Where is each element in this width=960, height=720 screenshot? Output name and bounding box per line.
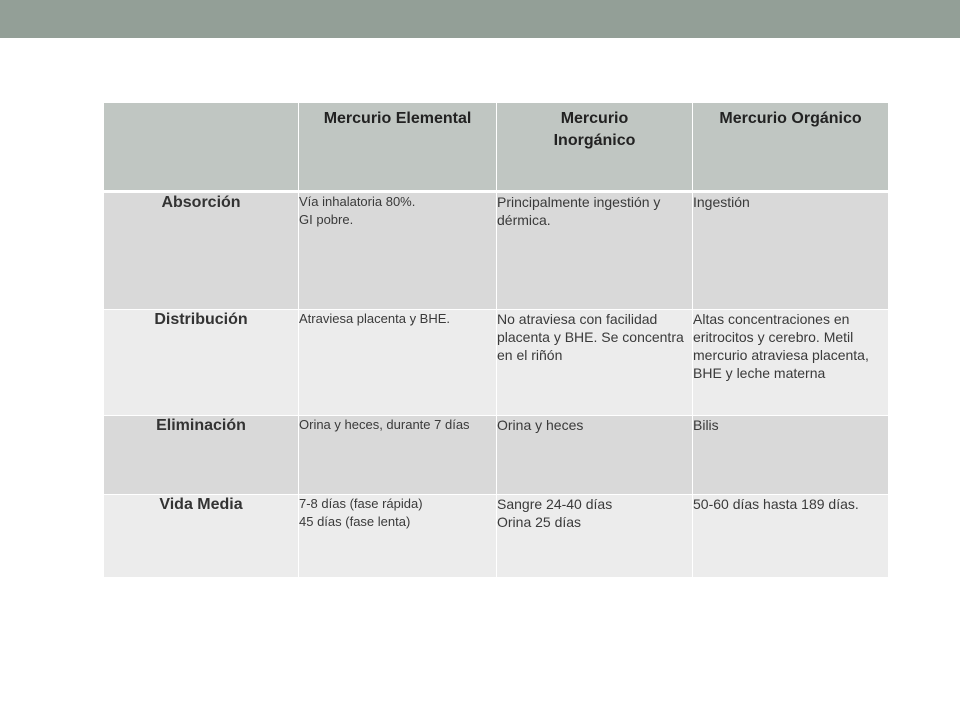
header-corner <box>104 103 299 192</box>
table-cell: No atraviesa con facilidad placenta y BHE. Se concentra en el riñón <box>497 310 693 416</box>
row-label: Distribución <box>104 310 299 416</box>
table-row-vida-media <box>104 495 889 578</box>
table-cell: Vía inhalatoria 80%. GI pobre. <box>299 192 497 310</box>
row-label: Absorción <box>104 192 299 310</box>
top-banner <box>0 0 960 38</box>
table-cell: Bilis <box>693 416 889 495</box>
table-cell: Orina y heces <box>497 416 693 495</box>
table-cell: Ingestión <box>693 192 889 310</box>
table-cell: Sangre 24-40 días Orina 25 días <box>497 495 693 578</box>
table-cell: Altas concentraciones en eritrocitos y cerebro. Metil mercurio atraviesa placenta, BHE y leche materna <box>693 310 889 416</box>
table-row-absorcion <box>104 192 889 310</box>
header-mercurio-organico: Mercurio Orgánico <box>693 103 889 192</box>
mercury-comparison-table <box>103 102 889 578</box>
table-cell: Principalmente ingestión y dérmica. <box>497 192 693 310</box>
row-label: Eliminación <box>104 416 299 495</box>
table-cell: Orina y heces, durante 7 días <box>299 416 497 495</box>
table-cell: 50-60 días hasta 189 días. <box>693 495 889 578</box>
table-header-row <box>104 103 889 192</box>
table-cell: 7-8 días (fase rápida) 45 días (fase lenta) <box>299 495 497 578</box>
table-cell: Atraviesa placenta y BHE. <box>299 310 497 416</box>
row-label: Vida Media <box>104 495 299 578</box>
header-mercurio-elemental: Mercurio Elemental <box>299 103 497 192</box>
table-row-distribucion <box>104 310 889 416</box>
header-mercurio-inorganico: Mercurio Inorgánico <box>497 103 693 192</box>
table-row-eliminacion <box>104 416 889 495</box>
